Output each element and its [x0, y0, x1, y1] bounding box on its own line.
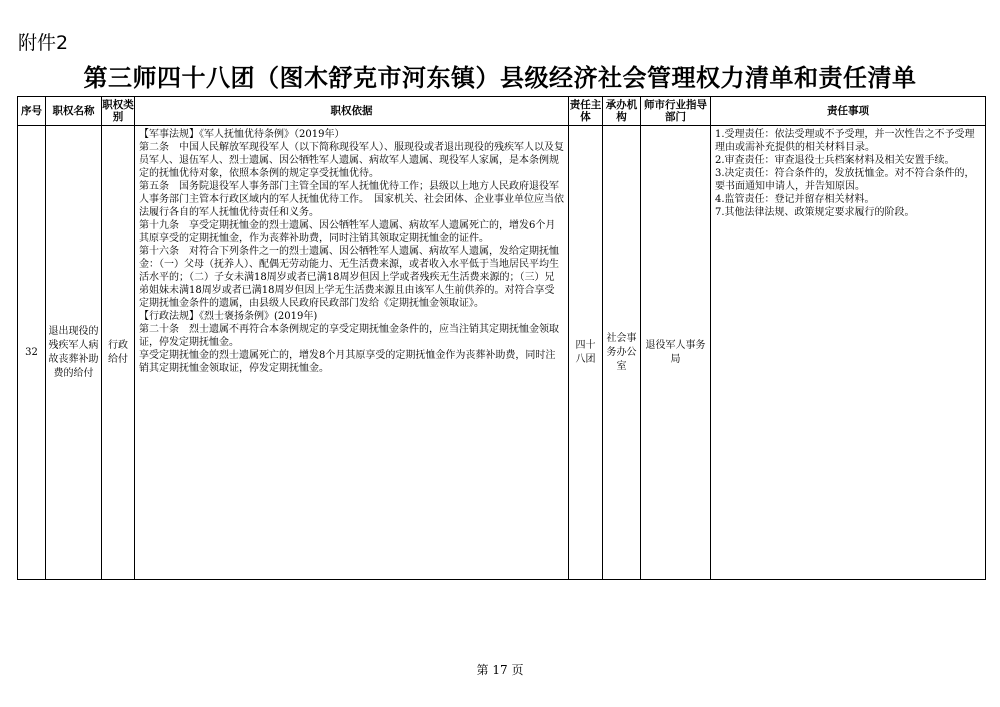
header-seq: 序号 — [18, 97, 46, 126]
document-title: 第三师四十八团（图木舒克市河东镇）县级经济社会管理权力清单和责任清单 — [83, 64, 917, 92]
power-list-table — [17, 96, 986, 580]
header-subject: 责任主体 — [569, 97, 603, 126]
basis-line: 【军事法规】《军人抚恤优待条例》（2019年） — [139, 129, 345, 140]
table-header-row — [18, 97, 986, 126]
basis-line: 第二条 中国人民解放军现役军人（以下简称现役军人）、服现役或者退出现役的残疾军人以及复员军人、退伍军人、烈士遗属、因公牺牲军人遗属、病故军人遗属、现役军人家属，是本条例规定的抚恤优待对象，依照本条例的规定享受抚恤优待。 — [139, 142, 564, 179]
duty-item: 1.受理责任：依法受理或不予受理，并一次性告之不予受理理由或需补充提供的相关材料目录。 — [715, 129, 975, 153]
cell-category — [102, 126, 135, 580]
cell-guide-dept — [641, 126, 711, 580]
table-row — [18, 126, 986, 580]
cell-seq: 32 — [18, 126, 46, 580]
cell-guide-dept-text: 退役军人事务局 — [645, 339, 706, 365]
cell-duties — [711, 126, 986, 580]
cell-basis — [135, 126, 569, 580]
cell-agency — [603, 126, 641, 580]
cell-subject-text: 四十八团 — [575, 339, 596, 365]
cell-name-text: 退出现役的残疾军人病故丧葬补助费的给付 — [48, 325, 99, 379]
cell-agency-text: 社会事务办公室 — [606, 332, 637, 372]
header-guide-dept: 师市行业指导部门 — [641, 97, 711, 126]
header-duties: 责任事项 — [711, 97, 986, 126]
basis-line: 第十六条 对符合下列条件之一的烈士遗属、因公牺牲军人遗属、病故军人遗属，发给定期抚恤金：（一）父母（抚养人）、配偶无劳动能力、无生活费来源，或者收入水平低于当地居民平均生活水平的；（二）子女未满18周岁或者已满18周岁但因上学或者残疾无生活费来源的；（三）兄弟姐妹未满18周岁或者已满18周岁但因上学无生活费来源且由该军人生前供养的。对符合享受定期抚恤金条件的遗属，由县级人民政府民政部门发给《定期抚恤金领取证》。 — [139, 246, 559, 309]
duty-item: 2.审查责任：审查退役士兵档案材料及相关安置手续。 — [715, 155, 955, 166]
basis-line: 第五条 国务院退役军人事务部门主管全国的军人抚恤优待工作；县级以上地方人民政府退役军人事务部门主管本行政区域内的军人抚恤优待工作。 国家机关、社会团体、企业事业单位应当依法履行各自的军人抚恤优待责任和义务。 — [139, 181, 564, 218]
attachment-label: 附件2 — [18, 32, 69, 54]
duty-item: 7.其他法律法规、政策规定要求履行的阶段。 — [715, 207, 915, 218]
cell-category-text: 行政给付 — [108, 339, 128, 365]
duty-item: 3.决定责任：符合条件的，发放抚恤金。对不符合条件的，要书面通知申请人，并告知原因。 — [715, 168, 975, 192]
basis-line: 第二十条 烈士遗属不再符合本条例规定的享受定期抚恤金条件的，应当注销其定期抚恤金领取证，停发定期抚恤金。 — [139, 324, 559, 348]
page-number: 第 17 页 — [476, 663, 524, 677]
basis-line: 享受定期抚恤金的烈士遗属死亡的，增发8个月其原享受的定期抚恤金作为丧葬补助费，同时注销其定期抚恤金领取证，停发定期抚恤金。 — [139, 350, 556, 374]
cell-name — [46, 126, 102, 580]
header-basis: 职权依据 — [135, 97, 569, 126]
basis-line: 【行政法规】《烈士褒扬条例》(2019年) — [139, 311, 318, 322]
basis-line: 第十九条 享受定期抚恤金的烈士遗属、因公牺牲军人遗属、病故军人遗属死亡的，增发6个月其原享受的定期抚恤金，作为丧葬补助费，同时注销其领取定期抚恤金的证件。 — [139, 220, 556, 244]
cell-subject — [569, 126, 603, 580]
header-agency: 承办机构 — [603, 97, 641, 126]
header-name: 职权名称 — [46, 97, 102, 126]
duty-item: 4.监管责任：登记并留存相关材料。 — [715, 194, 875, 205]
header-category: 职权类别 — [102, 97, 135, 126]
